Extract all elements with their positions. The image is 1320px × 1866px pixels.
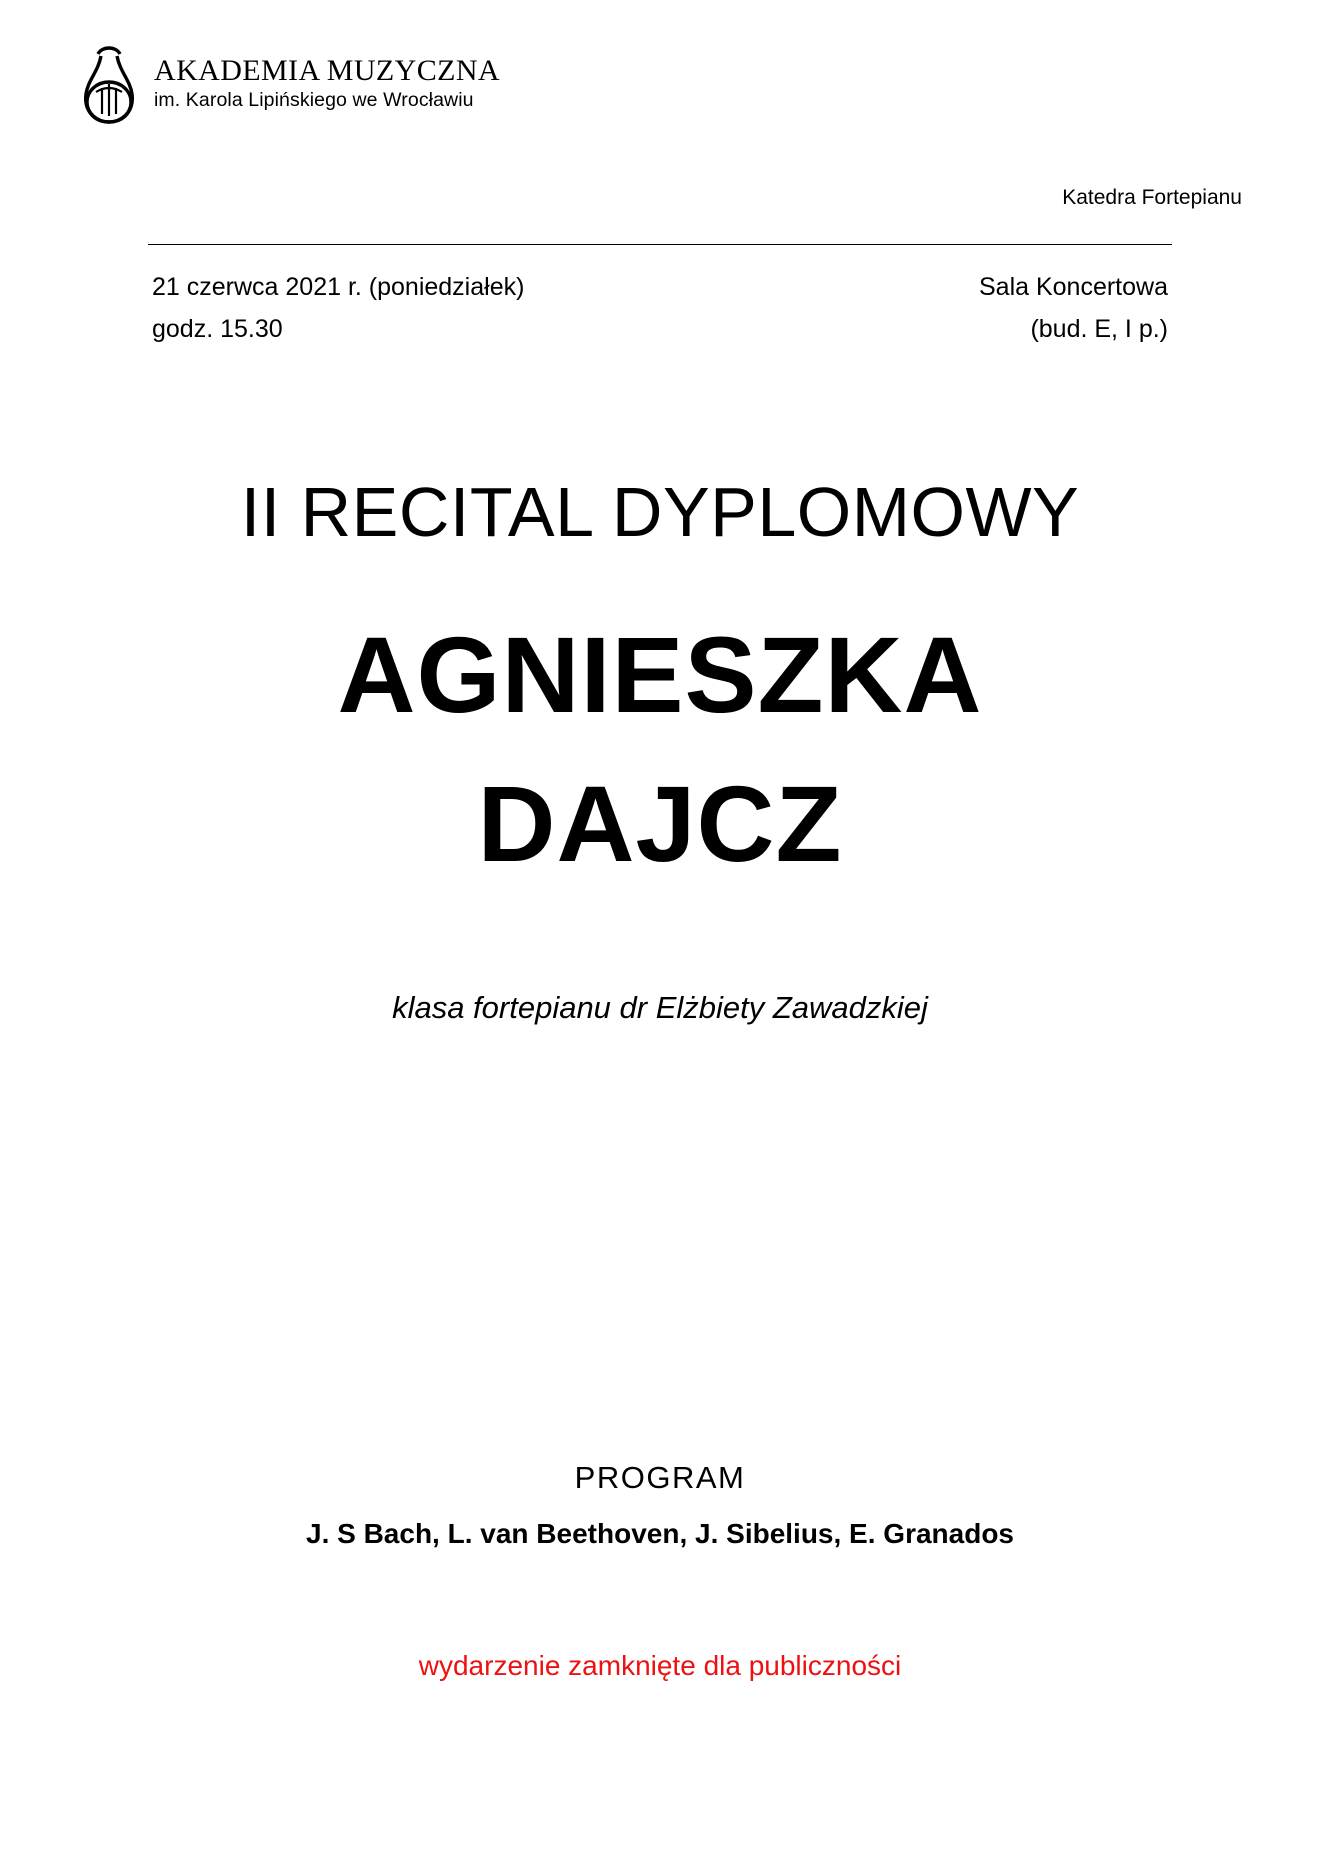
event-date: 21 czerwca 2021 r. (poniedziałek) — [152, 273, 525, 301]
program-label: PROGRAM — [574, 1460, 746, 1495]
program-composers: J. S Bach, L. van Beethoven, J. Sibelius, E. Granados — [306, 1518, 1014, 1549]
event-venue-detail: (bud. E, I p.) — [1030, 315, 1168, 343]
event-venue: Sala Koncertowa — [978, 273, 1168, 301]
closed-event-notice: wydarzenie zamknięte dla publiczności — [418, 1650, 902, 1681]
header-divider — [148, 244, 1172, 245]
institution-name-block — [154, 54, 500, 112]
department-label: Katedra Fortepianu — [1062, 186, 1242, 209]
institution-subtitle: im. Karola Lipińskiego we Wrocławiu — [154, 89, 474, 112]
performer-name — [0, 600, 1320, 898]
institution-logo-block — [78, 42, 500, 124]
teacher-line: klasa fortepianu dr Elżbiety Zawadzkiej — [392, 990, 928, 1025]
institution-name: AKADEMIA MUZYCZNA — [154, 53, 500, 87]
lyre-icon — [78, 42, 140, 124]
event-venue-block — [979, 266, 1168, 350]
performer-first-name: AGNIESZKA — [337, 614, 983, 735]
performer-last-name: DAJCZ — [477, 763, 843, 885]
event-time: godz. 15.30 — [152, 315, 283, 343]
event-datetime-block — [152, 266, 524, 350]
event-kind: II RECITAL DYPLOMOWY — [240, 473, 1080, 551]
